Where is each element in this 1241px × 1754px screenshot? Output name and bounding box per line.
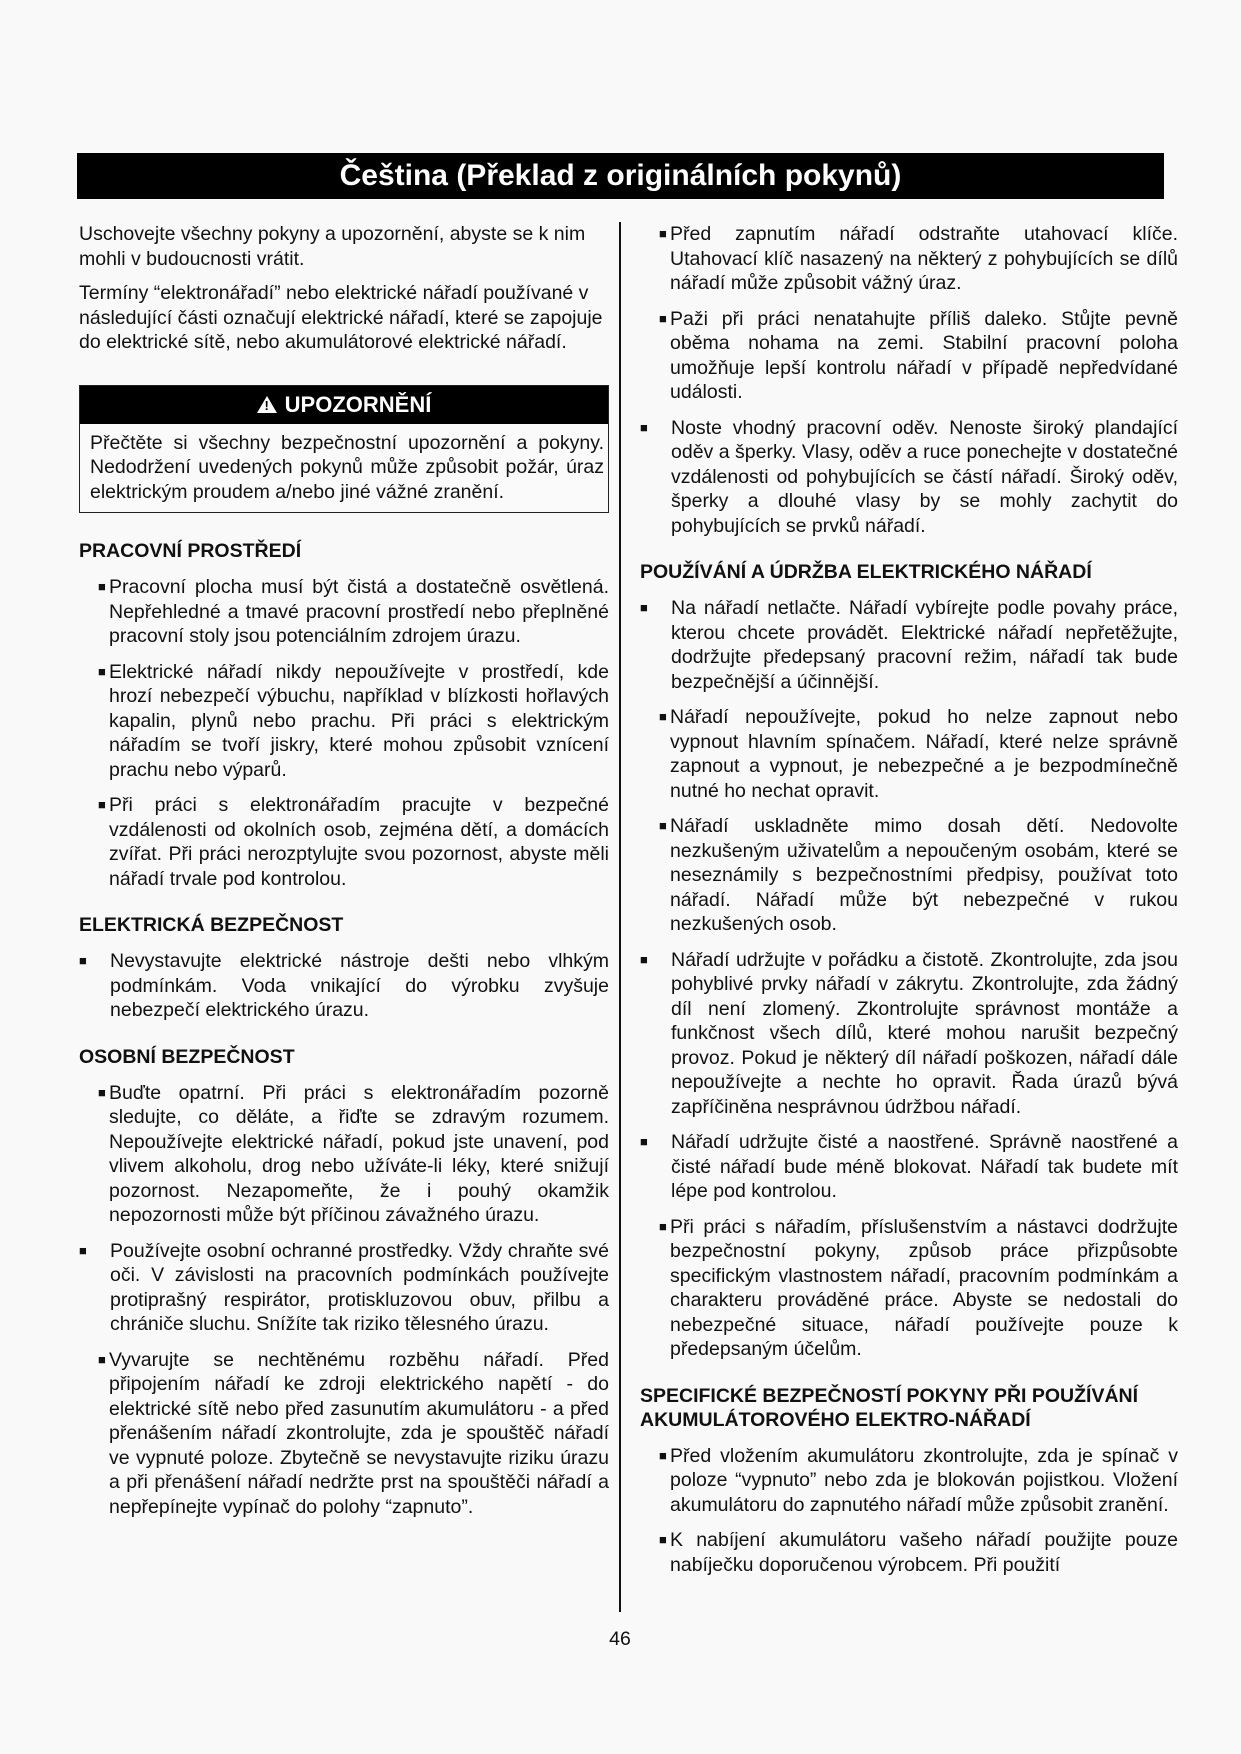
column-divider [619,222,621,1612]
list-item: ■ Před vložením akumulátoru zkontrolujte, zda je spínač v poloze “vypnuto” nebo zda je blokován pojistkou. Vložení akumulátoru do zapnutého nářadí může způsobit zranění. [659,1444,1178,1516]
section-heading: ELEKTRICKÁ BEZPEČNOST [79,914,344,936]
intro-paragraph: Termíny “elektronářadí” nebo elektrické nářadí používané v následující části označují elektrické nářadí, které se zapojuje do elektrické sítě, nebo akumulátorové elektrické nářadí. [79,282,603,353]
list-item: ■ Elektrické nářadí nikdy nepoužívejte v prostředí, kde hrozí nebezpečí výbuchu, například v blízkosti hořlavých kapalin, plynů nebo prachu. Při práci s elektrickým nářadím se tvoří jiskry, které mohou způsobit vznícení prachu nebo výparů. [98,660,609,781]
warning-text: Přečtěte si všechny bezpečnostní upozornění a pokyny. Nedodržení uvedených pokynů může způsobit požár, úraz elektrickým proudem a/nebo jiné vážné zranění. [90,431,604,503]
bullet-icon: ■ [640,1134,648,1149]
bullet-icon: ■ [640,600,648,615]
bullet-icon: ■ [98,1084,106,1100]
bullet-icon: ■ [98,1351,106,1367]
section-heading: OSOBNÍ BEZPEČNOST [79,1045,295,1068]
left-column [79,222,609,1530]
bullet-icon: ■ [98,663,106,679]
bullet-icon: ■ [79,1242,87,1258]
list-item: ■ K nabíjení akumulátoru vašeho nářadí použijte pouze nabíječku doporučenou výrobcem. Při použití [659,1529,1178,1576]
bullet-icon: ■ [659,310,667,326]
list-item: ■ Nářadí udržujte v pořádku a čistotě. Zkontrolujte, zda jsou pohyblivé prvky nářadí v zákrytu. Zkontrolujte, zda žádný díl není zlomený. Zkontrolujte správnost montáže a funkčnost všech dílů, které mohou narušit bezpečný provoz. Pokud je některý díl nářadí poškozen, nářadí dále nepoužívejte a nechte ho opravit. Řada úrazů bývá zapříčiněna nesprávnou údržbou nářadí. [640,948,1178,1118]
bullet-icon: ■ [98,797,106,812]
bullet-icon: ■ [659,818,667,833]
bullet-icon: ■ [659,1447,667,1463]
list-item: ■ Nářadí nepoužívejte, pokud ho nelze zapnout nebo vypnout hlavním spínačem. Nářadí, které nelze správně zapnout a vypnout, je nebezpečné a je bezpodmínečně nutné ho nechat opravit. [659,706,1178,802]
page-title: Čeština (Překlad z originálních pokynů) [77,153,1164,199]
list-item: ■ Nevystavujte elektrické nástroje dešti nebo vlhkým podmínkám. Voda vnikající do výrobku zvyšuje nebezpečí elektrického úrazu. [79,950,609,1021]
section-heading: PRACOVNÍ PROSTŘEDÍ [79,540,302,562]
list-item: ■ Při práci s elektronářadím pracujte v bezpečné vzdálenosti od okolních osob, zejména dětí, a domácích zvířat. Při práci nerozptylujte svou pozornost, abyste měli nářadí trvale pod kontrolou. [98,794,609,890]
warning-box [79,385,609,514]
list-item: ■ Vyvarujte se nechtěnému rozběhu nářadí. Před připojením nářadí ke zdroji elektrického napětí - do elektrické sítě nebo před zasunutím akumulátoru - a před přenášením nářadí zkontrolujte, zda je spouštěč nářadí ve vypnuté poloze. Zbytečně se nevystavujte riziku úrazu a při přenášení nářadí nedržte prst na spouštěči nářadí a nepřepínejte vypínač do polohy “zapnuto”. [98,1348,609,1518]
section-heading: SPECIFICKÉ BEZPEČNOSTÍ POKYNY PŘI POUŽÍVÁNÍ AKUMULÁTOROVÉHO ELEKTRO-NÁŘADÍ [640,1384,1139,1431]
bullet-icon: ■ [659,226,667,241]
list-item: ■ Při práci s nářadím, příslušenstvím a nástavci dodržujte bezpečnostní pokyny, způsob práce přizpůsobte specifickým vlastnostem nářadí, pracovním podmínkám a charakteru prováděné práce. Abyste se nedostali do nebezpečné situace, nářadí používejte pouze k předepsaným účelům. [659,1215,1178,1360]
bullet-icon: ■ [659,1532,667,1547]
bullet-icon: ■ [98,579,106,594]
warning-triangle-icon: ! [257,396,277,413]
right-column [640,222,1178,1588]
list-item: ■ Nářadí uskladněte mimo dosah dětí. Nedovolte nezkušeným uživatelům a nepoučeným osobám, které se neseznámily s bezpečnostními předpisy, používat toto nářadí. Nářadí může být nebezpečné v rukou nezkušených osob. [659,815,1178,935]
intro-paragraph: Uschovejte všechny pokyny a upozornění, abyste se k nim mohli v budoucnosti vrátit. [79,223,586,270]
list-item: ■ Buďte opatrní. Při práci s elektronářadím pozorně sledujte, co děláte, a řiďte se zdravým rozumem. Nepoužívejte elektrické nářadí, pokud jste unavení, pod vlivem alkoholu, drog nebo užíváte-li léky, které snižují pozornost. Nezapomeňte, že i pouhý okamžik nepozornosti může být příčinou závažného úrazu. [98,1081,609,1226]
bullet-icon: ■ [640,419,648,435]
list-item: ■ Pracovní plocha musí být čistá a dostatečně osvětlená. Nepřehledné a tmavé pracovní prostředí nebo přeplněné pracovní stoly jsou potenciálním zdrojem úrazu. [98,576,609,647]
warning-header [80,386,608,424]
bullet-icon: ■ [659,1218,667,1234]
bullet-icon: ■ [640,951,648,967]
list-item: ■ Nářadí udržujte čisté a naostřené. Správně naostřené a čisté nářadí bude méně blokovat. Nářadí tak budete mít lépe pod kontrolou. [640,1131,1178,1202]
section-heading: POUŽÍVÁNÍ A ÚDRŽBA ELEKTRICKÉHO NÁŘADÍ [640,561,1092,583]
list-item: ■ Před zapnutím nářadí odstraňte utahovací klíče. Utahovací klíč nasazený na některý z pohybujících se dílů nářadí může způsobit vážný úraz. [659,223,1178,294]
list-item: ■ Na nářadí netlačte. Nářadí vybírejte podle povahy práce, kterou chcete provádět. Elektrické nářadí nepřetěžujte, dodržujte předepsaný pracovní režim, nářadí tak bude bezpečnější a účinnější. [640,597,1178,693]
list-item: ■ Používejte osobní ochranné prostředky. Vždy chraňte své oči. V závislosti na pracovních podmínkách používejte protiprašný respirátor, protiskluzovou obuv, přilbu a chrániče sluchu. Snížíte tak riziko tělesného úrazu. [79,1239,609,1335]
bullet-icon: ■ [79,953,87,968]
list-item: ■ Paži při práci nenatahujte příliš daleko. Stůjte pevně oběma nohama na zemi. Stabilní pracovní poloha umožňuje lepší kontrolu nářadí v případě nepředvídané události. [659,307,1178,403]
list-item: ■ Noste vhodný pracovní oděv. Nenoste široký plandající oděv a šperky. Vlasy, oděv a ruce ponechejte v dostatečné vzdálenosti od pohybujících se částí nářadí. Široký oděv, šperky a dlouhé vlasy by se mohly zachytit do pohybujících se prvků nářadí. [640,416,1178,537]
page-number: 46 [609,1628,631,1650]
warning-title: UPOZORNĚNÍ [284,391,432,417]
bullet-icon: ■ [659,709,667,724]
